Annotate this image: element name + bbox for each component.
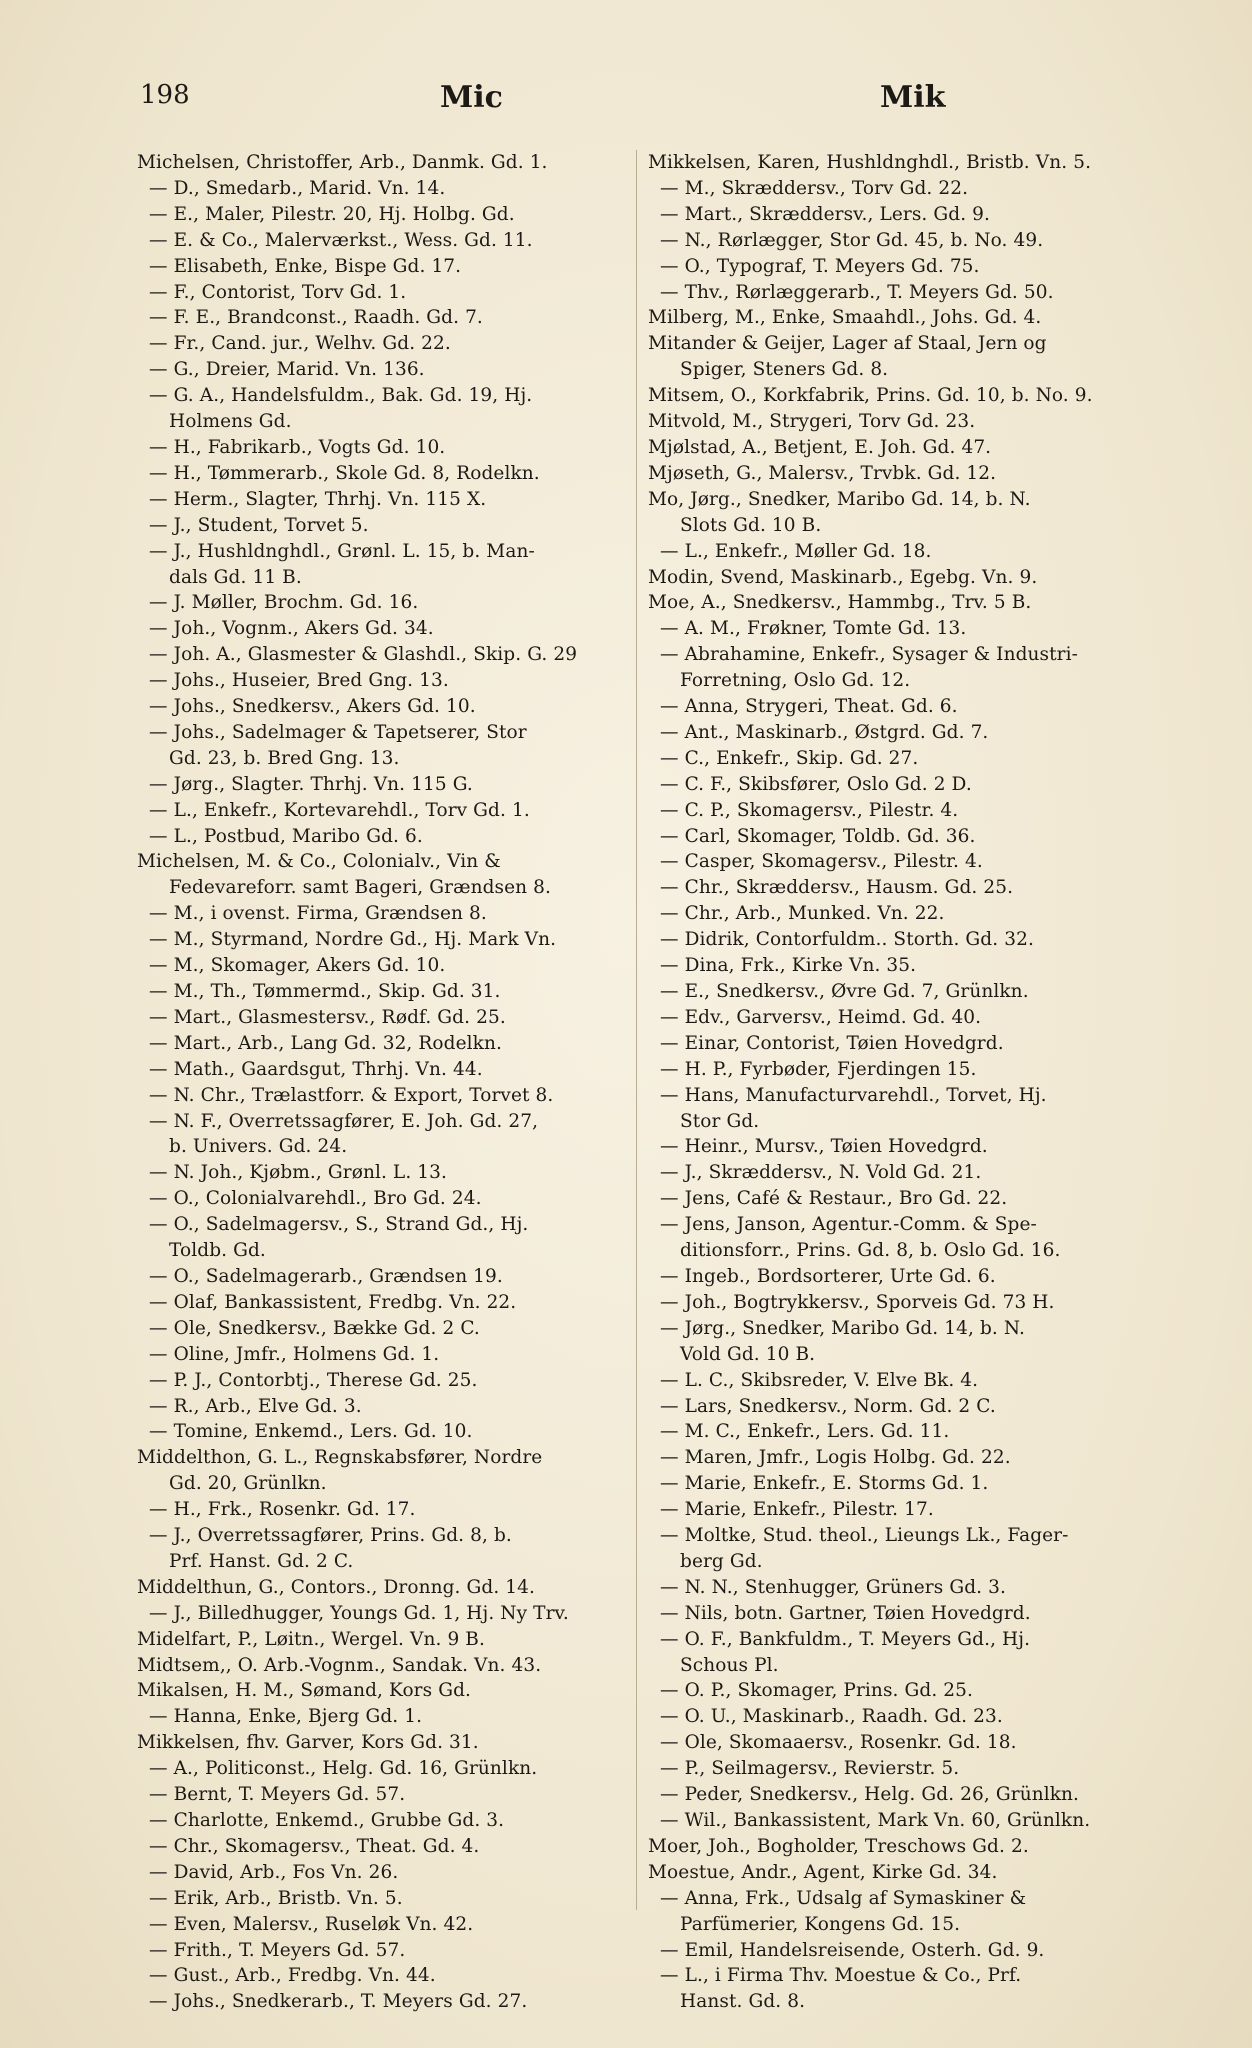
directory-entry: — G. A., Handelsfuldm., Bak. Gd. 19, Hj. <box>149 385 533 407</box>
directory-entry: — M., Styrmand, Nordre Gd., Hj. Mark Vn. <box>149 929 557 951</box>
directory-entry: — E., Maler, Pilestr. 20, Hj. Holbg. Gd. <box>149 203 515 225</box>
directory-entry: — J., Student, Torvet 5. <box>149 514 369 536</box>
directory-entry: Mitander & Geijer, Lager af Staal, Jern og <box>648 333 1047 355</box>
directory-entry: — David, Arb., Fos Vn. 26. <box>149 1861 399 1883</box>
directory-entry: — Chr., Skræddersv., Hausm. Gd. 25. <box>660 877 1014 899</box>
directory-entry: — Math., Gaardsgut, Thrhj. Vn. 44. <box>149 1058 483 1080</box>
directory-entry: — J., Overretssagfører, Prins. Gd. 8, b. <box>149 1525 512 1547</box>
directory-entry-continuation: Toldb. Gd. <box>169 1240 266 1262</box>
directory-entry: — P. J., Contorbtj., Therese Gd. 25. <box>149 1369 478 1391</box>
directory-entry: — Even, Malersv., Ruseløk Vn. 42. <box>149 1913 474 1935</box>
directory-entry: Mjølstad, A., Betjent, E. Joh. Gd. 47. <box>648 436 992 458</box>
directory-entry: Middelthon, G. L., Regnskabsfører, Nordre <box>137 1447 543 1469</box>
directory-entry: — Herm., Slagter, Thrhj. Vn. 115 X. <box>149 488 487 510</box>
directory-entry-continuation: Holmens Gd. <box>169 411 292 433</box>
directory-entry-continuation: Forretning, Oslo Gd. 12. <box>680 670 911 692</box>
directory-entry: — Chr., Arb., Munked. Vn. 22. <box>660 903 945 925</box>
directory-entry: Mjøseth, G., Malersv., Trvbk. Gd. 12. <box>648 462 997 484</box>
directory-entry: — J. Møller, Brochm. Gd. 16. <box>149 592 419 614</box>
directory-entry: — H., Tømmerarb., Skole Gd. 8, Rodelkn. <box>149 462 540 484</box>
directory-entry: Moestue, Andr., Agent, Kirke Gd. 34. <box>648 1861 998 1883</box>
directory-entry: Michelsen, M. & Co., Colonialv., Vin & <box>137 851 501 873</box>
directory-entry: Mikkelsen, Karen, Hushldnghdl., Bristb. Vn. 5. <box>648 152 1092 173</box>
page-number: 198 <box>140 80 190 110</box>
directory-entry: — Dina, Frk., Kirke Vn. 35. <box>660 955 917 977</box>
directory-entry: Moer, Joh., Bogholder, Treschows Gd. 2. <box>648 1835 1029 1857</box>
directory-entry: — Moltke, Stud. theol., Lieungs Lk., Fager- <box>660 1525 1069 1547</box>
directory-entry: — M., i ovenst. Firma, Grændsen 8. <box>149 903 487 925</box>
directory-entry: Midelfart, P., Løitn., Wergel. Vn. 9 B. <box>137 1628 485 1650</box>
directory-entry: — D., Smedarb., Marid. Vn. 14. <box>149 177 446 199</box>
directory-entry: — Heinr., Mursv., Tøien Hovedgrd. <box>660 1136 988 1158</box>
directory-entry: — J., Hushldnghdl., Grønl. L. 15, b. Man- <box>149 540 535 562</box>
directory-entry-continuation: ditionsforr., Prins. Gd. 8, b. Oslo Gd. 16. <box>680 1240 1061 1262</box>
directory-entry: — Johs., Huseier, Bred Gng. 13. <box>149 670 449 692</box>
directory-entry: — J., Billedhugger, Youngs Gd. 1, Hj. Ny Trv. <box>149 1602 569 1624</box>
directory-entry: Modin, Svend, Maskinarb., Egebg. Vn. 9. <box>648 566 1038 588</box>
directory-entry: — H., Frk., Rosenkr. Gd. 17. <box>149 1499 416 1521</box>
directory-entry: — M., Skræddersv., Torv Gd. 22. <box>660 177 969 199</box>
directory-entry: — N. F., Overretssagfører, E. Joh. Gd. 27, <box>149 1110 539 1132</box>
directory-entry: — O. P., Skomager, Prins. Gd. 25. <box>660 1680 974 1702</box>
directory-entry: — Ant., Maskinarb., Østgrd. Gd. 7. <box>660 721 989 743</box>
directory-entry: — Johs., Snedkersv., Akers Gd. 10. <box>149 696 476 718</box>
directory-entry-continuation: Gd. 23, b. Bred Gng. 13. <box>169 747 400 769</box>
directory-entry: Mitvold, M., Strygeri, Torv Gd. 23. <box>648 411 976 433</box>
directory-entry: — Jørg., Slagter. Thrhj. Vn. 115 G. <box>149 773 473 795</box>
directory-entry: — Bernt, T. Meyers Gd. 57. <box>149 1784 406 1806</box>
left-guide-word: Mic <box>440 80 503 115</box>
directory-entry-continuation: berg Gd. <box>680 1550 763 1572</box>
directory-entry: — Joh., Vognm., Akers Gd. 34. <box>149 618 434 640</box>
directory-entry: — Mart., Arb., Lang Gd. 32, Rodelkn. <box>149 1032 502 1054</box>
directory-entry: — Joh. A., Glasmester & Glashdl., Skip. G. 29 <box>149 644 578 666</box>
left-column <box>137 150 629 2015</box>
directory-entry-continuation: Parfümerier, Kongens Gd. 15. <box>680 1913 961 1935</box>
directory-entry: — Jens, Café & Restaur., Bro Gd. 22. <box>660 1188 1008 1210</box>
directory-entry: — Johs., Sadelmager & Tapetserer, Stor <box>149 721 527 743</box>
directory-entry: Middelthun, G., Contors., Dronng. Gd. 14. <box>137 1576 536 1598</box>
directory-entry: Midtsem,, O. Arb.-Vognm., Sandak. Vn. 43. <box>137 1654 542 1676</box>
directory-entry: — Ole, Skomaaersv., Rosenkr. Gd. 18. <box>660 1732 1017 1754</box>
directory-entry: — L., i Firma Thv. Moestue & Co., Prf. <box>660 1965 1022 1987</box>
directory-entry: — G., Dreier, Marid. Vn. 136. <box>149 359 425 381</box>
column-divider <box>636 150 637 1910</box>
directory-entry-continuation: Stor Gd. <box>680 1110 760 1132</box>
directory-entry: — Ole, Snedkersv., Bække Gd. 2 C. <box>149 1317 480 1339</box>
directory-entry: — Oline, Jmfr., Holmens Gd. 1. <box>149 1343 440 1365</box>
directory-entry: — Mart., Glasmestersv., Rødf. Gd. 25. <box>149 1006 506 1028</box>
directory-entry-continuation: b. Univers. Gd. 24. <box>169 1136 348 1158</box>
directory-entry: Michelsen, Christoffer, Arb., Danmk. Gd. 1. <box>137 152 548 173</box>
directory-entry: — R., Arb., Elve Gd. 3. <box>149 1395 362 1417</box>
directory-entry: — Anna, Frk., Udsalg af Symaskiner & <box>660 1887 1027 1909</box>
directory-entry: — J., Skræddersv., N. Vold Gd. 21. <box>660 1162 982 1184</box>
directory-entry: — Fr., Cand. jur., Welhv. Gd. 22. <box>149 333 451 355</box>
directory-entry-continuation: Prf. Hanst. Gd. 2 C. <box>169 1550 354 1572</box>
directory-entry: — Marie, Enkefr., E. Storms Gd. 1. <box>660 1473 989 1495</box>
directory-entry: — M. C., Enkefr., Lers. Gd. 11. <box>660 1421 950 1443</box>
directory-entry-continuation: Gd. 20, Grünlkn. <box>169 1473 327 1495</box>
directory-entry: — M., Th., Tømmermd., Skip. Gd. 31. <box>149 981 501 1002</box>
directory-entry: — H. P., Fyrbøder, Fjerdingen 15. <box>660 1058 977 1080</box>
directory-entry: — Ingeb., Bordsorterer, Urte Gd. 6. <box>660 1265 996 1287</box>
directory-entry: — M., Skomager, Akers Gd. 10. <box>149 955 446 977</box>
directory-entry: — Emil, Handelsreisende, Osterh. Gd. 9. <box>660 1939 1045 1961</box>
directory-entry-continuation: Fedevareforr. samt Bageri, Grændsen 8. <box>169 877 552 899</box>
directory-entry: — Johs., Snedkerarb., T. Meyers Gd. 27. <box>149 1991 528 2013</box>
directory-entry-continuation: Schous Pl. <box>680 1654 779 1676</box>
directory-entry: — Mart., Skræddersv., Lers. Gd. 9. <box>660 203 991 225</box>
directory-entry: — O., Sadelmagersv., S., Strand Gd., Hj. <box>149 1214 529 1236</box>
directory-entry: — N. Joh., Kjøbm., Grønl. L. 13. <box>149 1162 447 1184</box>
directory-entry: — Anna, Strygeri, Theat. Gd. 6. <box>660 696 958 718</box>
directory-entry: — Hans, Manufacturvarehdl., Torvet, Hj. <box>660 1084 1047 1106</box>
directory-entry-continuation: Slots Gd. 10 B. <box>680 514 822 536</box>
directory-entry: Mitsem, O., Korkfabrik, Prins. Gd. 10, b. No. 9. <box>648 385 1093 407</box>
directory-entry: Moe, A., Snedkersv., Hammbg., Trv. 5 B. <box>648 592 1032 614</box>
directory-entry: — Erik, Arb., Bristb. Vn. 5. <box>149 1887 403 1909</box>
directory-entry: — Didrik, Contorfuldm.. Storth. Gd. 32. <box>660 929 1034 951</box>
directory-entry: — Jørg., Snedker, Maribo Gd. 14, b. N. <box>660 1317 1025 1339</box>
directory-entry: — Maren, Jmfr., Logis Holbg. Gd. 22. <box>660 1447 1011 1469</box>
directory-entry: — O. F., Bankfuldm., T. Meyers Gd., Hj. <box>660 1628 1031 1650</box>
directory-entry: — O., Sadelmagerarb., Grændsen 19. <box>149 1265 503 1287</box>
directory-entry: — L. C., Skibsreder, V. Elve Bk. 4. <box>660 1369 979 1391</box>
directory-entry: — Jens, Janson, Agentur.-Comm. & Spe- <box>660 1214 1037 1236</box>
directory-entry: — L., Postbud, Maribo Gd. 6. <box>149 825 423 847</box>
directory-entry: — O. U., Maskinarb., Raadh. Gd. 23. <box>660 1706 1003 1728</box>
directory-entry: — Marie, Enkefr., Pilestr. 17. <box>660 1499 934 1521</box>
directory-entry: — N. N., Stenhugger, Grüners Gd. 3. <box>660 1576 1006 1598</box>
directory-entry: — Charlotte, Enkemd., Grubbe Gd. 3. <box>149 1810 505 1831</box>
directory-entry: — Carl, Skomager, Toldb. Gd. 36. <box>660 825 976 847</box>
directory-entry: — Joh., Bogtrykkersv., Sporveis Gd. 73 H. <box>660 1291 1055 1313</box>
directory-entry: — L., Enkefr., Møller Gd. 18. <box>660 540 932 562</box>
directory-entry: Mikkelsen, fhv. Garver, Kors Gd. 31. <box>137 1732 479 1754</box>
directory-entry: — Wil., Bankassistent, Mark Vn. 60, Grünlkn. <box>660 1810 1091 1831</box>
directory-entry: — Lars, Snedkersv., Norm. Gd. 2 C. <box>660 1395 996 1417</box>
directory-entry: — C., Enkefr., Skip. Gd. 27. <box>660 747 919 769</box>
directory-entry: — Einar, Contorist, Tøien Hovedgrd. <box>660 1032 1004 1054</box>
directory-entry: — A., Politiconst., Helg. Gd. 16, Grünlkn. <box>149 1758 538 1780</box>
directory-entry: — Frith., T. Meyers Gd. 57. <box>149 1939 406 1961</box>
directory-entry: Milberg, M., Enke, Smaahdl., Johs. Gd. 4. <box>648 307 1042 329</box>
directory-entry: — F. E., Brandconst., Raadh. Gd. 7. <box>149 307 483 329</box>
directory-entry: — Hanna, Enke, Bjerg Gd. 1. <box>149 1706 423 1728</box>
directory-entry: — Chr., Skomagersv., Theat. Gd. 4. <box>149 1835 480 1857</box>
directory-entry: — C. F., Skibsfører, Oslo Gd. 2 D. <box>660 773 972 795</box>
directory-entry-continuation: Spiger, Steners Gd. 8. <box>680 359 889 381</box>
directory-entry: — E. & Co., Malerværkst., Wess. Gd. 11. <box>149 229 533 251</box>
directory-entry: — Olaf, Bankassistent, Fredbg. Vn. 22. <box>149 1291 517 1313</box>
directory-entry: — N., Rørlægger, Stor Gd. 45, b. No. 49. <box>660 229 1044 251</box>
directory-entry: — F., Contorist, Torv Gd. 1. <box>149 281 407 303</box>
page-header <box>140 80 1140 120</box>
directory-entry: — Tomine, Enkemd., Lers. Gd. 10. <box>149 1421 473 1443</box>
directory-entry: — O., Typograf, T. Meyers Gd. 75. <box>660 255 980 277</box>
directory-entry-continuation: Vold Gd. 10 B. <box>680 1343 816 1365</box>
directory-entry: — C. P., Skomagersv., Pilestr. 4. <box>660 799 959 821</box>
directory-entry: — O., Colonialvarehdl., Bro Gd. 24. <box>149 1188 482 1210</box>
directory-entry: — H., Fabrikarb., Vogts Gd. 10. <box>149 436 446 458</box>
directory-entry: — A. M., Frøkner, Tomte Gd. 13. <box>660 618 967 640</box>
directory-entry: — N. Chr., Trælastforr. & Export, Torvet 8. <box>149 1084 554 1106</box>
directory-entry: — L., Enkefr., Kortevarehdl., Torv Gd. 1. <box>149 799 530 821</box>
right-column <box>648 150 1145 2015</box>
directory-entry: — E., Snedkersv., Øvre Gd. 7, Grünlkn. <box>660 981 1029 1002</box>
directory-entry-continuation: Hanst. Gd. 8. <box>680 1991 806 2013</box>
directory-entry: — Edv., Garversv., Heimd. Gd. 40. <box>660 1006 982 1028</box>
directory-entry: — Nils, botn. Gartner, Tøien Hovedgrd. <box>660 1602 1031 1624</box>
directory-entry: — Casper, Skomagersv., Pilestr. 4. <box>660 851 983 873</box>
directory-entry-continuation: dals Gd. 11 B. <box>169 566 302 588</box>
directory-entry: Mikalsen, H. M., Sømand, Kors Gd. <box>137 1680 471 1702</box>
directory-entry: — Thv., Rørlæggerarb., T. Meyers Gd. 50. <box>660 281 1054 303</box>
directory-entry: Mo, Jørg., Snedker, Maribo Gd. 14, b. N. <box>648 488 1031 510</box>
directory-entry: — Peder, Snedkersv., Helg. Gd. 26, Grünlkn. <box>660 1784 1080 1806</box>
right-guide-word: Mik <box>880 80 946 115</box>
directory-entry: — Gust., Arb., Fredbg. Vn. 44. <box>149 1965 436 1987</box>
directory-entry: — P., Seilmagersv., Revierstr. 5. <box>660 1758 960 1780</box>
directory-entry: — Abrahamine, Enkefr., Sysager & Industri- <box>660 644 1078 666</box>
directory-entry: — Elisabeth, Enke, Bispe Gd. 17. <box>149 255 462 277</box>
